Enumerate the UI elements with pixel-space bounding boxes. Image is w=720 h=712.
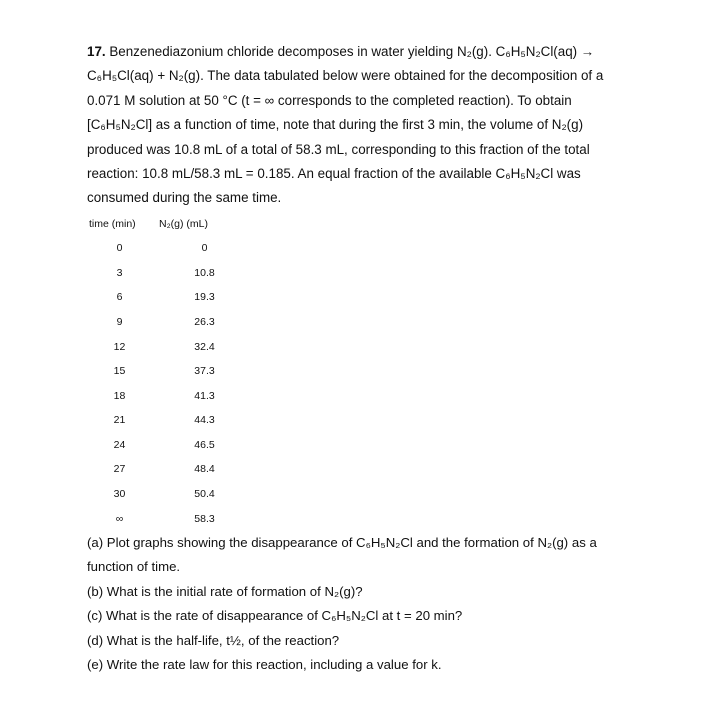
table-row (87, 457, 647, 482)
problem-line-1-text: Benzenediazonium chloride decomposes in water yielding N₂(g). C₆H₅N₂Cl(aq) → (109, 44, 595, 59)
cell-time: 21 (113, 414, 126, 427)
question-c: (c) What is the rate of disappearance of C₆H₅N₂Cl at t = 20 min? (87, 608, 463, 624)
problem-line-2: C₆H₅Cl(aq) + N₂(g). The data tabulated below were obtained for the decomposition of a (87, 68, 604, 84)
table-row (87, 334, 647, 359)
question-a-line-2: function of time. (87, 559, 181, 575)
header-time: time (min) (89, 217, 136, 230)
question-b: (b) What is the initial rate of formation of N₂(g)? (87, 583, 363, 599)
question-list (87, 531, 647, 678)
question-a-line-1: (a) Plot graphs showing the disappearance of C₆H₅N₂Cl and the formation of N₂(g) as a (87, 534, 597, 550)
cell-n2: 44.3 (194, 414, 215, 427)
cell-time: 12 (113, 340, 126, 353)
cell-n2: 32.4 (194, 340, 215, 353)
problem-line-7: consumed during the same time. (87, 190, 282, 206)
question-e: (e) Write the rate law for this reaction, including a value for k. (87, 657, 442, 673)
table-row (87, 359, 647, 384)
table-row (87, 285, 647, 310)
cell-n2: 48.4 (194, 463, 215, 476)
table-row (87, 482, 647, 507)
table-row (87, 383, 647, 408)
problem-line-3: 0.071 M solution at 50 °C (t = ∞ corresponds to the completed reaction). To obtain (87, 92, 572, 108)
cell-time: 30 (113, 488, 126, 501)
cell-time: ∞ (115, 512, 124, 525)
problem-line-6: reaction: 10.8 mL/58.3 mL = 0.185. An equal fraction of the available C₆H₅N₂Cl was (87, 166, 581, 182)
cell-time: 6 (116, 291, 123, 304)
cell-n2: 41.3 (194, 389, 215, 402)
table-row (87, 236, 647, 261)
cell-time: 9 (116, 315, 123, 328)
table-row (87, 408, 647, 433)
problem-page (87, 40, 647, 678)
question-d: (d) What is the half-life, t½, of the reaction? (87, 632, 340, 648)
cell-time: 0 (116, 242, 123, 255)
cell-n2: 10.8 (194, 266, 215, 279)
table-row (87, 310, 647, 335)
cell-time: 27 (113, 463, 126, 476)
cell-n2: 46.5 (194, 438, 215, 451)
problem-line-5: produced was 10.8 mL of a total of 58.3 mL, corresponding to this fraction of the total (87, 141, 590, 157)
problem-line-4: [C₆H₅N₂Cl] as a function of time, note that during the first 3 min, the volume of N₂(g) (87, 117, 584, 133)
cell-time: 24 (113, 438, 126, 451)
cell-n2: 26.3 (194, 315, 215, 328)
problem-statement (87, 40, 647, 211)
cell-time: 18 (113, 389, 126, 402)
data-table (87, 215, 647, 531)
cell-time: 15 (113, 365, 126, 378)
table-row (87, 433, 647, 458)
cell-n2: 37.3 (194, 365, 215, 378)
table-row (87, 260, 647, 285)
cell-time: 3 (116, 266, 123, 279)
problem-line-1 (87, 40, 647, 64)
cell-n2: 0 (201, 242, 208, 255)
problem-number: 17. (87, 44, 106, 59)
header-n2-volume: N₂(g) (mL) (159, 217, 208, 230)
cell-n2: 58.3 (194, 512, 215, 525)
cell-n2: 50.4 (194, 488, 215, 501)
table-header (87, 215, 647, 233)
cell-n2: 19.3 (194, 291, 215, 304)
table-body (87, 236, 647, 531)
table-row (87, 506, 647, 531)
